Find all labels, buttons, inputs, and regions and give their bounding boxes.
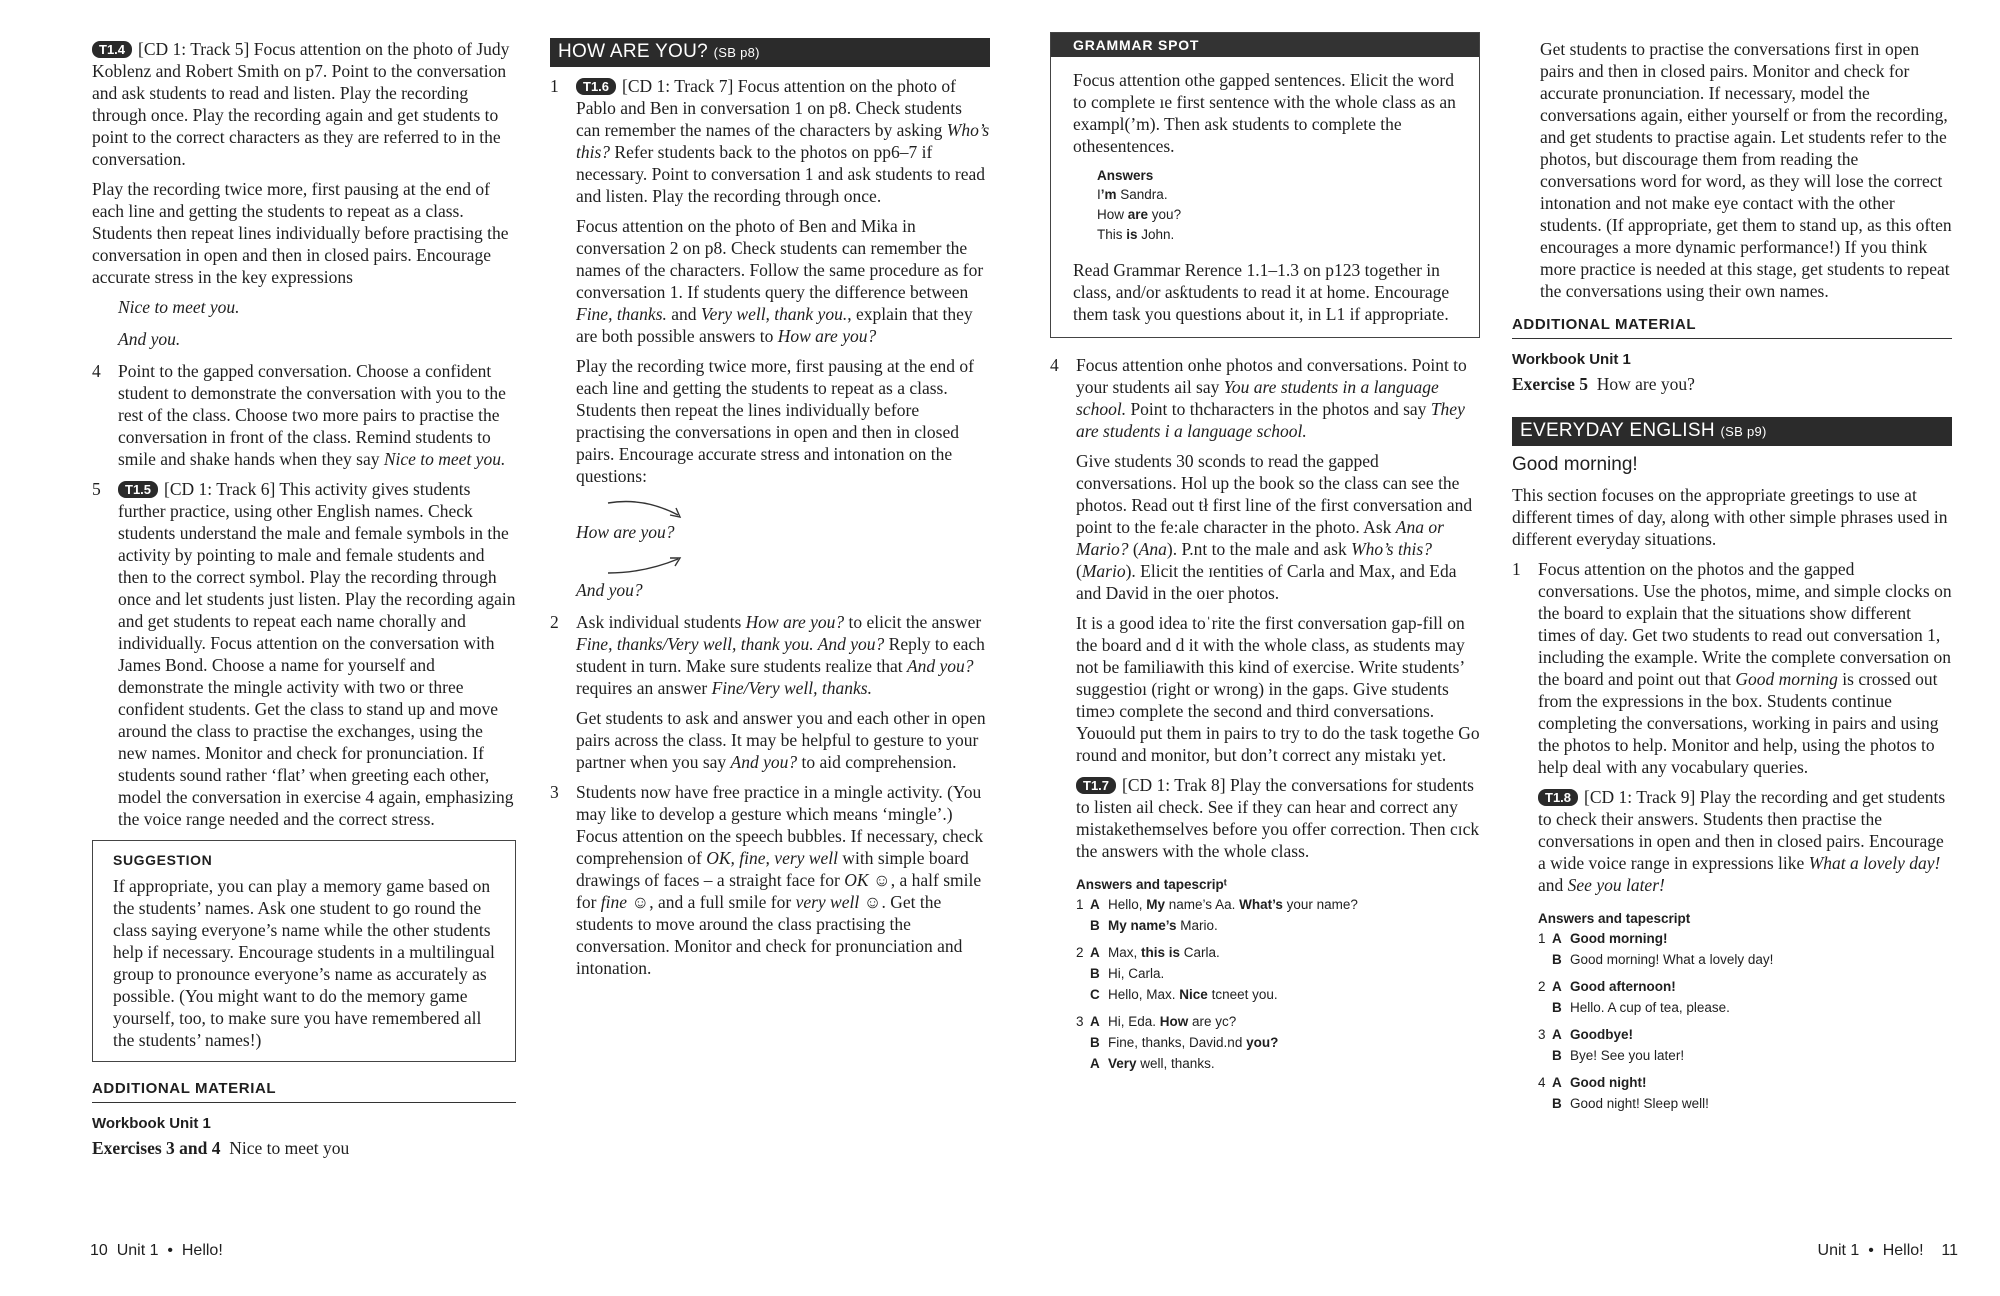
item-number: 4 bbox=[1050, 355, 1059, 375]
speaker: C bbox=[1090, 987, 1100, 1002]
text: Fine, thanks, David.nd bbox=[1108, 1035, 1247, 1050]
workbook-exercises bbox=[92, 1137, 516, 1159]
column-4 bbox=[1512, 38, 1952, 1120]
text: are yc? bbox=[1188, 1014, 1237, 1029]
tapescript-conversation-2 bbox=[1076, 942, 1480, 1005]
track-badge: T1.6 bbox=[576, 78, 616, 95]
grammar-spot-body bbox=[1051, 57, 1479, 337]
tapescript-line bbox=[1076, 894, 1480, 915]
exercise-item-5 bbox=[92, 478, 516, 830]
text-italic: Who’s this? bbox=[576, 120, 990, 162]
text: Hi, Eda. bbox=[1108, 1014, 1160, 1029]
line-number: 2 bbox=[1076, 945, 1084, 960]
tapescript-line bbox=[1538, 949, 1952, 970]
tapescript-line bbox=[1538, 928, 1952, 949]
speaker: A bbox=[1090, 897, 1100, 912]
text: with simple board drawings of faces – a straight face for bbox=[576, 848, 969, 890]
suggestion-text: If appropriate, you can play a memory game based on the students’ names. Ask one student to go round the class saying everyone’s name while the other students help if necessary. Encourage students in a multilingual group to pronounce everyone’s name as accurately as possible. (You might want to do the memory game yourself, too, to make sure you have remembered all the students’ names!) bbox=[113, 876, 495, 1050]
text: ). P.nt to the male and ask bbox=[1166, 539, 1352, 559]
speaker: A bbox=[1090, 945, 1100, 960]
tapescript-line bbox=[1076, 1053, 1480, 1074]
text-italic: How are you? bbox=[777, 326, 877, 346]
answers-tapescript bbox=[1512, 910, 1952, 1114]
item-number: 3 bbox=[550, 782, 559, 802]
speaker: B bbox=[1090, 966, 1100, 981]
text: Hello, Max. bbox=[1108, 987, 1180, 1002]
text: Reply to each student in turn. Make sure students realize that bbox=[576, 634, 985, 676]
intonation-example-2 bbox=[550, 553, 990, 601]
text: Focus attention on the photos and the gapped conversations. Use the photos, mime, and simple clocks on the board to explain that the situations show different times of day. Get two students to read out conversation 1, including the example. Write the complete conversation on the board and point out that bbox=[1538, 559, 1952, 689]
suggestion-box bbox=[92, 840, 516, 1062]
rising-intonation-arrow-icon bbox=[604, 553, 694, 579]
text: you? bbox=[1148, 207, 1182, 222]
text-bold: Very bbox=[1108, 1056, 1137, 1071]
text: [CD 1: Track 9] Play the recording and get students to check their answers. Students then practise the conversations in open and then in closed pairs. Encourage a wide voice range in expressions like bbox=[1538, 787, 1946, 873]
item-text: [CD 1: Track 6] This activity gives students further practice, using other English names. Check students understand the male and female symbols in the activity by pointing to male and female students and then to the correct symbol. Play the recording through once and let students just listen. Play the recording again and get students to repeat each name chorally and individually. Focus attention on the conversation with James Bond. Choose a name for yourself and demonstrate the mingle activity with two or three confident students. Get the class to stand up and move around the class to practise the exchanges, using the new names. Monitor and check for pronunciation. If students sound rather ‘flat’ when greeting each other, model the conversation in exercise 4 again, emphasizing the voice range needed and the correct stress. bbox=[118, 479, 516, 829]
text-italic: Good morning bbox=[1735, 669, 1838, 689]
paragraph-practise: Get students to practise the conversations first in open pairs and then in closed pairs. Monitor and check for accurate pronunciation. If necessary, model the conversations again, either yourself or from the recording, and get students to practise again. Let students refer to the photos, but discourage them from reading the conversations word for word, as they will lose the correct intonation and not make eye contact with the other students. (If appropriate, get them to stand up, as this often encourages a more dynamic performance!) If you think more practice is needed at this stage, get students to repeat the conversations using their own names. bbox=[1540, 39, 1952, 301]
column-3 bbox=[1050, 32, 1480, 1080]
additional-material-heading: ADDITIONAL MATERIAL bbox=[92, 1078, 516, 1103]
text: Refer students back to the photos on pp6–7 if necessary. Point to conversation 1 and ask students to read and listen. Play the recording through once. bbox=[576, 142, 986, 206]
text: ). Elicit the ɪentities of Carla and Max, and Eda and David in the oıer photos. bbox=[1076, 561, 1457, 603]
speaker: B bbox=[1090, 918, 1100, 933]
speaker: B bbox=[1090, 1035, 1100, 1050]
grammar-answers bbox=[1073, 167, 1459, 245]
text: ( bbox=[1076, 561, 1082, 581]
exercise-text: Nice to meet you bbox=[229, 1138, 350, 1158]
speaker: B bbox=[1552, 1096, 1562, 1111]
answers-tapescript bbox=[1050, 876, 1480, 1074]
text-bold: How bbox=[1159, 1014, 1189, 1029]
text: How bbox=[1097, 207, 1128, 222]
text: and bbox=[666, 304, 701, 324]
speaker: A bbox=[1552, 931, 1562, 946]
text-italic: very well bbox=[795, 892, 860, 912]
suggestion-title: SUGGESTION bbox=[113, 852, 213, 868]
text: to elicit the answer bbox=[844, 612, 982, 632]
exercise-label: Exercises 3 and 4 bbox=[92, 1138, 221, 1158]
text-italic: And you? bbox=[730, 752, 798, 772]
text-bold: you? bbox=[1246, 1035, 1279, 1050]
text-bold: Nice bbox=[1179, 987, 1208, 1002]
answer-line bbox=[1097, 185, 1459, 205]
tapescript-conversation-4 bbox=[1538, 1072, 1952, 1114]
text-italic: Fine, thanks. bbox=[576, 304, 667, 324]
text-bold: Goodbye! bbox=[1570, 1027, 1633, 1042]
workbook-exercise bbox=[1512, 373, 1952, 395]
grammar-paragraph: Read Grammar Rerence 1.1–1.3 on p123 together in class, and/or asƙtudents to read it at home. Encourage them task you questions about it, in L1 if appropriate. bbox=[1073, 260, 1450, 324]
speaker: A bbox=[1090, 1014, 1100, 1029]
item-text: Point to the gapped conversation. Choose a confident student to demonstrate the conversation with you to the rest of the class. Choose two more pairs to practise the conversation in front of the class. Remind students to smile and shake hands when they say bbox=[118, 361, 506, 469]
exercise-item-1 bbox=[1512, 558, 1952, 778]
paragraph-t18 bbox=[1512, 786, 1952, 896]
text-italic: Ana bbox=[1138, 539, 1167, 559]
text: Get students to ask and answer you and each other in open pairs across the class. It may be helpful to gesture to your partner when you say bbox=[576, 708, 986, 772]
text: Mario. bbox=[1176, 918, 1218, 933]
text: Point to thcharacters in the photos and say bbox=[1126, 399, 1431, 419]
tapescript-line bbox=[1076, 1032, 1480, 1053]
text-bold: are bbox=[1127, 207, 1149, 222]
paragraph-t17 bbox=[1050, 774, 1480, 862]
page-footer-right: Unit 1 • Hello! 11 bbox=[1817, 1242, 1958, 1259]
exercise-label: Exercise 5 bbox=[1512, 374, 1588, 394]
text: Carla. bbox=[1180, 945, 1220, 960]
exercise-text: How are you? bbox=[1596, 374, 1695, 394]
text-italic: Mario bbox=[1081, 561, 1126, 581]
text-italic: And you? bbox=[906, 656, 974, 676]
text-italic: How are you? bbox=[745, 612, 845, 632]
tapescript-line bbox=[1076, 984, 1480, 1005]
speaker: B bbox=[1552, 1000, 1562, 1015]
text-italic: Ana or Mario? bbox=[1076, 517, 1444, 559]
track-badge: T1.8 bbox=[1538, 789, 1578, 806]
tapescript-line bbox=[1076, 942, 1480, 963]
text-italic: See you later! bbox=[1567, 875, 1665, 895]
tapescript-line bbox=[1538, 1045, 1952, 1066]
tapescript-line bbox=[1076, 1011, 1480, 1032]
paragraph-good-idea: It is a good idea toˈrite the first conversation gap-fill on the board and d it with the whole class, as students may not be familiawith this kind of exercise. Write students’ suggestioı (right or wrong) in the gaps. Give students timeɔ complete the second and third conversations. Youould put them in pairs to try to do the task togethe Go round and monitor, but don’t correct any mistakı yet. bbox=[1076, 613, 1480, 765]
exercise-item-2 bbox=[550, 611, 990, 699]
speaker: A bbox=[1090, 1056, 1100, 1071]
section-page-ref: (SB p8) bbox=[713, 45, 760, 60]
text: Ask individual students bbox=[576, 612, 746, 632]
text: I bbox=[1097, 187, 1101, 202]
tapescript-conversation-3 bbox=[1538, 1024, 1952, 1066]
example-phrase: And you. bbox=[118, 329, 181, 349]
text-italic: They are students i a language school. bbox=[1076, 399, 1465, 441]
item-number: 1 bbox=[1512, 559, 1521, 579]
track-badge: T1.5 bbox=[118, 481, 158, 498]
text-italic: You are students in a language school. bbox=[1076, 377, 1439, 419]
text: Students now have free practice in a mingle activity. (You may like to develop a gesture which means ‘mingle’.) Focus attention on the speech bubbles. If necessary, check comprehension of bbox=[576, 782, 984, 868]
tapescript-conversation-1 bbox=[1076, 894, 1480, 936]
text: John. bbox=[1137, 227, 1175, 242]
example-phrase: How are you? bbox=[576, 522, 675, 542]
text-italic: fine bbox=[600, 892, 628, 912]
exercise-item-3 bbox=[550, 781, 990, 979]
line-number: 3 bbox=[1538, 1027, 1546, 1042]
item-number: 5 bbox=[92, 479, 101, 499]
tapescript-conversation-3 bbox=[1076, 1011, 1480, 1074]
line-number: 3 bbox=[1076, 1014, 1084, 1029]
text: ☺, and a full smile for bbox=[627, 892, 796, 912]
text: Hello, bbox=[1108, 897, 1147, 912]
text: ( bbox=[1128, 539, 1139, 559]
paragraph-open-pairs bbox=[550, 707, 990, 773]
section-title: EVERYDAY ENGLISH bbox=[1520, 420, 1715, 441]
exercise-item-4 bbox=[92, 360, 516, 470]
line-number: 1 bbox=[1076, 897, 1084, 912]
tapescript-line bbox=[1538, 1072, 1952, 1093]
item-number: 2 bbox=[550, 612, 559, 632]
text: Bye! See you later! bbox=[1570, 1048, 1685, 1063]
text: [CD 1: Track 7] Focus attention on the photo of Pablo and Ben in conversation 1 on p8. Check students can remember the names of the characters by asking bbox=[576, 76, 962, 140]
text-bold: ’m bbox=[1100, 187, 1117, 202]
speaker: B bbox=[1552, 952, 1562, 967]
speaker: A bbox=[1552, 979, 1562, 994]
item-italic: Nice to meet you. bbox=[383, 449, 506, 469]
paragraph-intro: This section focuses on the appropriate greetings to use at different times of day, along with other simple phrases used in different everyday situations. bbox=[1512, 485, 1948, 549]
tapescript-conversation-1 bbox=[1538, 928, 1952, 970]
text: is crossed out from the expressions in the box. Students continue completing the conversations, working in pairs and using the photos to help. Monitor and help, using the photos to help deal with any vocabulary queries. bbox=[1538, 669, 1939, 777]
track-badge: T1.7 bbox=[1076, 777, 1116, 794]
text: Focus attention on the photo of Ben and Mika in conversation 2 on p8. Check students can remember the names of the characters. Follow the same procedure as for conversation 1. If students query the difference between bbox=[576, 216, 984, 302]
paragraph-text: [CD 1: Track 5] Focus attention on the photo of Judy Koblenz and Robert Smith on p7. Point to the conversation and ask students to read and listen. Play the recording through once. Play the recording again and get students to point to the correct characters as they are referred to in the conversation. bbox=[92, 39, 510, 169]
text-bold: is bbox=[1126, 227, 1138, 242]
text: [CD 1: Trak 8] Play the conversations for students to listen ail check. See if they can hear and correct any mistakethemselves before you offer correction. Then cɪck the answers with the whole class. bbox=[1076, 775, 1480, 861]
tapescript-line bbox=[1076, 963, 1480, 984]
item-number: 4 bbox=[92, 361, 101, 381]
text-bold: What’s bbox=[1239, 897, 1283, 912]
text-bold: this is bbox=[1141, 945, 1181, 960]
example-phrase: And you? bbox=[576, 580, 643, 600]
column-2 bbox=[550, 38, 990, 987]
text: Hi, Carla. bbox=[1108, 966, 1165, 981]
tapescript-label: Answers and tapescripᵗ bbox=[1076, 877, 1227, 892]
text: ☺. Get the students to move around the class practising the conversation. Monitor and check for pronunciation and intonation. bbox=[576, 892, 963, 978]
text-bold: My name’s bbox=[1108, 918, 1177, 933]
example-phrase: Nice to meet you. bbox=[118, 297, 240, 317]
line-number: 2 bbox=[1538, 979, 1546, 994]
line-number: 1 bbox=[1538, 931, 1546, 946]
text-italic: What a lovely day! bbox=[1808, 853, 1941, 873]
text-bold: Good night! bbox=[1570, 1075, 1647, 1090]
answer-line bbox=[1097, 225, 1459, 245]
paragraph-repeat: Play the recording twice more, first pausing at the end of each line and getting the students to repeat as a class. Students then repeat lines individually before practising the conversation in open and then in closed pairs. Encourage accurate stress in the key expressions bbox=[92, 179, 509, 287]
tapescript-label: Answers and tapescript bbox=[1538, 911, 1691, 926]
speaker: B bbox=[1552, 1048, 1562, 1063]
text: tcneet you. bbox=[1207, 987, 1278, 1002]
text: , explain that they are both possible answers to bbox=[576, 304, 973, 346]
text: well, thanks. bbox=[1136, 1056, 1215, 1071]
text: name’s bbox=[1165, 897, 1216, 912]
speaker: A bbox=[1552, 1027, 1562, 1042]
tapescript-line bbox=[1538, 997, 1952, 1018]
text: Good morning! What a lovely day! bbox=[1570, 952, 1774, 967]
intonation-example-1 bbox=[550, 495, 990, 543]
text: to aid comprehension. bbox=[797, 752, 957, 772]
text-italic: Very well, thank you. bbox=[700, 304, 848, 324]
answers-label: Answers bbox=[1097, 168, 1154, 183]
text-italic: Fine, thanks/Very well, thank you. And you? bbox=[576, 634, 885, 654]
text: Give students 30 sconds to read the gapped conversations. Hol up the book so the class can see the photos. Read out tł first line of the first conversation and point to the fe:ale character in the photo. Ask bbox=[1076, 451, 1473, 537]
text: ☺, a half smile for bbox=[576, 870, 982, 912]
track-badge: T1.4 bbox=[92, 41, 132, 58]
text-italic: OK, fine, very well bbox=[706, 848, 838, 868]
section-subtitle: Good morning! bbox=[1512, 454, 1638, 475]
tapescript-line bbox=[1076, 915, 1480, 936]
section-page-ref: (SB p9) bbox=[1720, 424, 1767, 439]
text: Focus attention onhe photos and conversations. Point to your students ail say bbox=[1076, 355, 1467, 397]
speaker: A bbox=[1552, 1075, 1562, 1090]
text: requires an answer bbox=[576, 678, 712, 698]
paragraph-ben-mika bbox=[550, 215, 990, 347]
grammar-spot-box bbox=[1050, 32, 1480, 338]
text-bold: Good morning! bbox=[1570, 931, 1668, 946]
text-italic: Who’s this? bbox=[1351, 539, 1432, 559]
text: Max, bbox=[1108, 945, 1142, 960]
line-number: 4 bbox=[1538, 1075, 1546, 1090]
text-bold: Good afternoon! bbox=[1570, 979, 1676, 994]
workbook-title: Workbook Unit 1 bbox=[92, 1115, 211, 1132]
text: This bbox=[1097, 227, 1127, 242]
answer-line bbox=[1097, 205, 1459, 225]
additional-material-heading: ADDITIONAL MATERIAL bbox=[1512, 314, 1952, 339]
text-italic: OK bbox=[844, 870, 869, 890]
text-italic: Fine/Very well, thanks. bbox=[711, 678, 872, 698]
text: your name? bbox=[1282, 897, 1358, 912]
workbook-title: Workbook Unit 1 bbox=[1512, 351, 1631, 368]
section-title: HOW ARE YOU? bbox=[558, 41, 709, 62]
grammar-spot-title: GRAMMAR SPOT bbox=[1051, 33, 1479, 57]
column-1 bbox=[92, 38, 516, 1159]
text: Aa. bbox=[1215, 897, 1240, 912]
page-footer-left: 10 Unit 1 • Hello! bbox=[90, 1242, 223, 1259]
item-number: 1 bbox=[550, 76, 559, 96]
paragraph-give-students bbox=[1050, 450, 1480, 604]
text-bold: My bbox=[1146, 897, 1166, 912]
tapescript-line bbox=[1538, 1024, 1952, 1045]
text: Hello. A cup of tea, please. bbox=[1570, 1000, 1730, 1015]
tapescript-line bbox=[1538, 1093, 1952, 1114]
grammar-paragraph: Focus attention othe gapped sentences. Elicit the word to complete ıe first sentence with the whole class as an exampl(’m). Then ask students to complete the othesentences. bbox=[1073, 70, 1456, 156]
exercise-item-4 bbox=[1050, 354, 1480, 442]
falling-intonation-arrow-icon bbox=[604, 495, 694, 521]
text: Good night! Sleep well! bbox=[1570, 1096, 1709, 1111]
section-header-how-are-you bbox=[550, 38, 990, 67]
text: and bbox=[1538, 875, 1568, 895]
section-header-everyday-english bbox=[1512, 417, 1952, 446]
tapescript-conversation-2 bbox=[1538, 976, 1952, 1018]
paragraph-t14 bbox=[92, 38, 516, 170]
exercise-item-1 bbox=[550, 75, 990, 207]
text: Sandra. bbox=[1116, 187, 1168, 202]
paragraph-repeat: Play the recording twice more, first pausing at the end of each line and getting the students to repeat as a class. Students then repeat the lines individually before practising the conversations in open and then in closed pairs. Encourage accurate stress and intonation on the questions: bbox=[576, 356, 975, 486]
tapescript-line bbox=[1538, 976, 1952, 997]
